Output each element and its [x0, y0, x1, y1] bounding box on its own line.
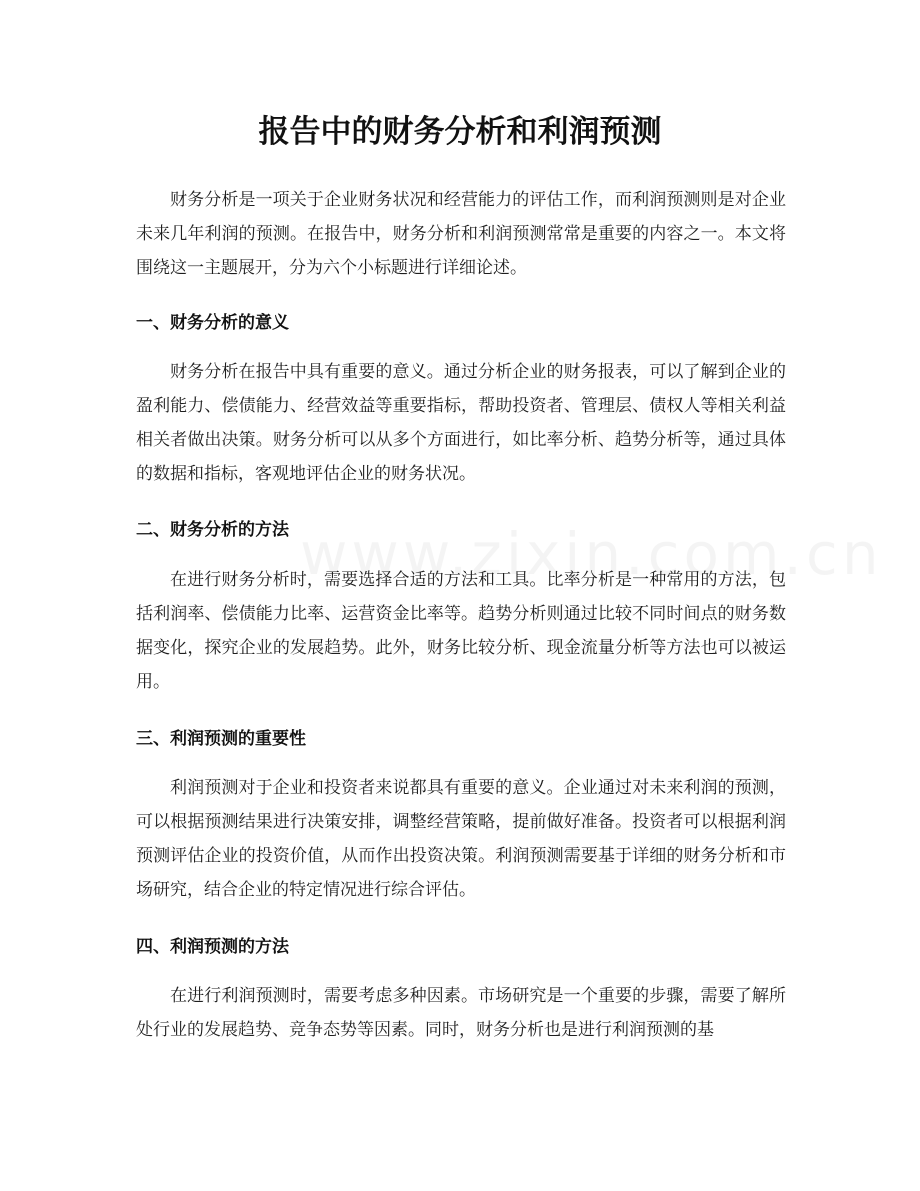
- section-heading-4: 四、利润预测的方法: [136, 937, 289, 957]
- document-title: 报告中的财务分析和利润预测: [258, 114, 662, 150]
- section-body-4: 在进行利润预测时，需要考虑多种因素。市场研究是一个重要的步骤，需要了解所处行业的发展趋势、竞争态势等因素。同时，财务分析也是进行利润预测的基: [136, 986, 786, 1040]
- intro-paragraph: 财务分析是一项关于企业财务状况和经营能力的评估工作，而利润预测则是对企业未来几年利润的预测。在报告中，财务分析和利润预测常常是重要的内容之一。本文将围绕这一主题展开，分为六个小标题进行详细论述。: [136, 190, 786, 278]
- section-body-2: 在进行财务分析时，需要选择合适的方法和工具。比率分析是一种常用的方法，包括利润率、偿债能力比率、运营资金比率等。趋势分析则通过比较不同时间点的财务数据变化，探究企业的发展趋势。此外，财务比较分析、现金流量分析等方法也可以被运用。: [136, 570, 786, 692]
- section-body-1: 财务分析在报告中具有重要的意义。通过分析企业的财务报表，可以了解到企业的盈利能力、偿债能力、经营效益等重要指标，帮助投资者、管理层、债权人等相关利益相关者做出决策。财务分析可以从多个方面进行，如比率分析、趋势分析等，通过具体的数据和指标，客观地评估企业的财务状况。: [136, 362, 786, 484]
- section-heading-1: 一、财务分析的意义: [136, 313, 289, 333]
- section-heading-2: 二、财务分析的方法: [136, 520, 289, 540]
- section-heading-3: 三、利润预测的重要性: [136, 729, 306, 749]
- section-body-3: 利润预测对于企业和投资者来说都具有重要的意义。企业通过对未来利润的预测，可以根据预测结果进行决策安排，调整经营策略，提前做好准备。投资者可以根据利润预测评估企业的投资价值，从而作出投资决策。利润预测需要基于详细的财务分析和市场研究，结合企业的特定情况进行综合评估。: [136, 778, 786, 900]
